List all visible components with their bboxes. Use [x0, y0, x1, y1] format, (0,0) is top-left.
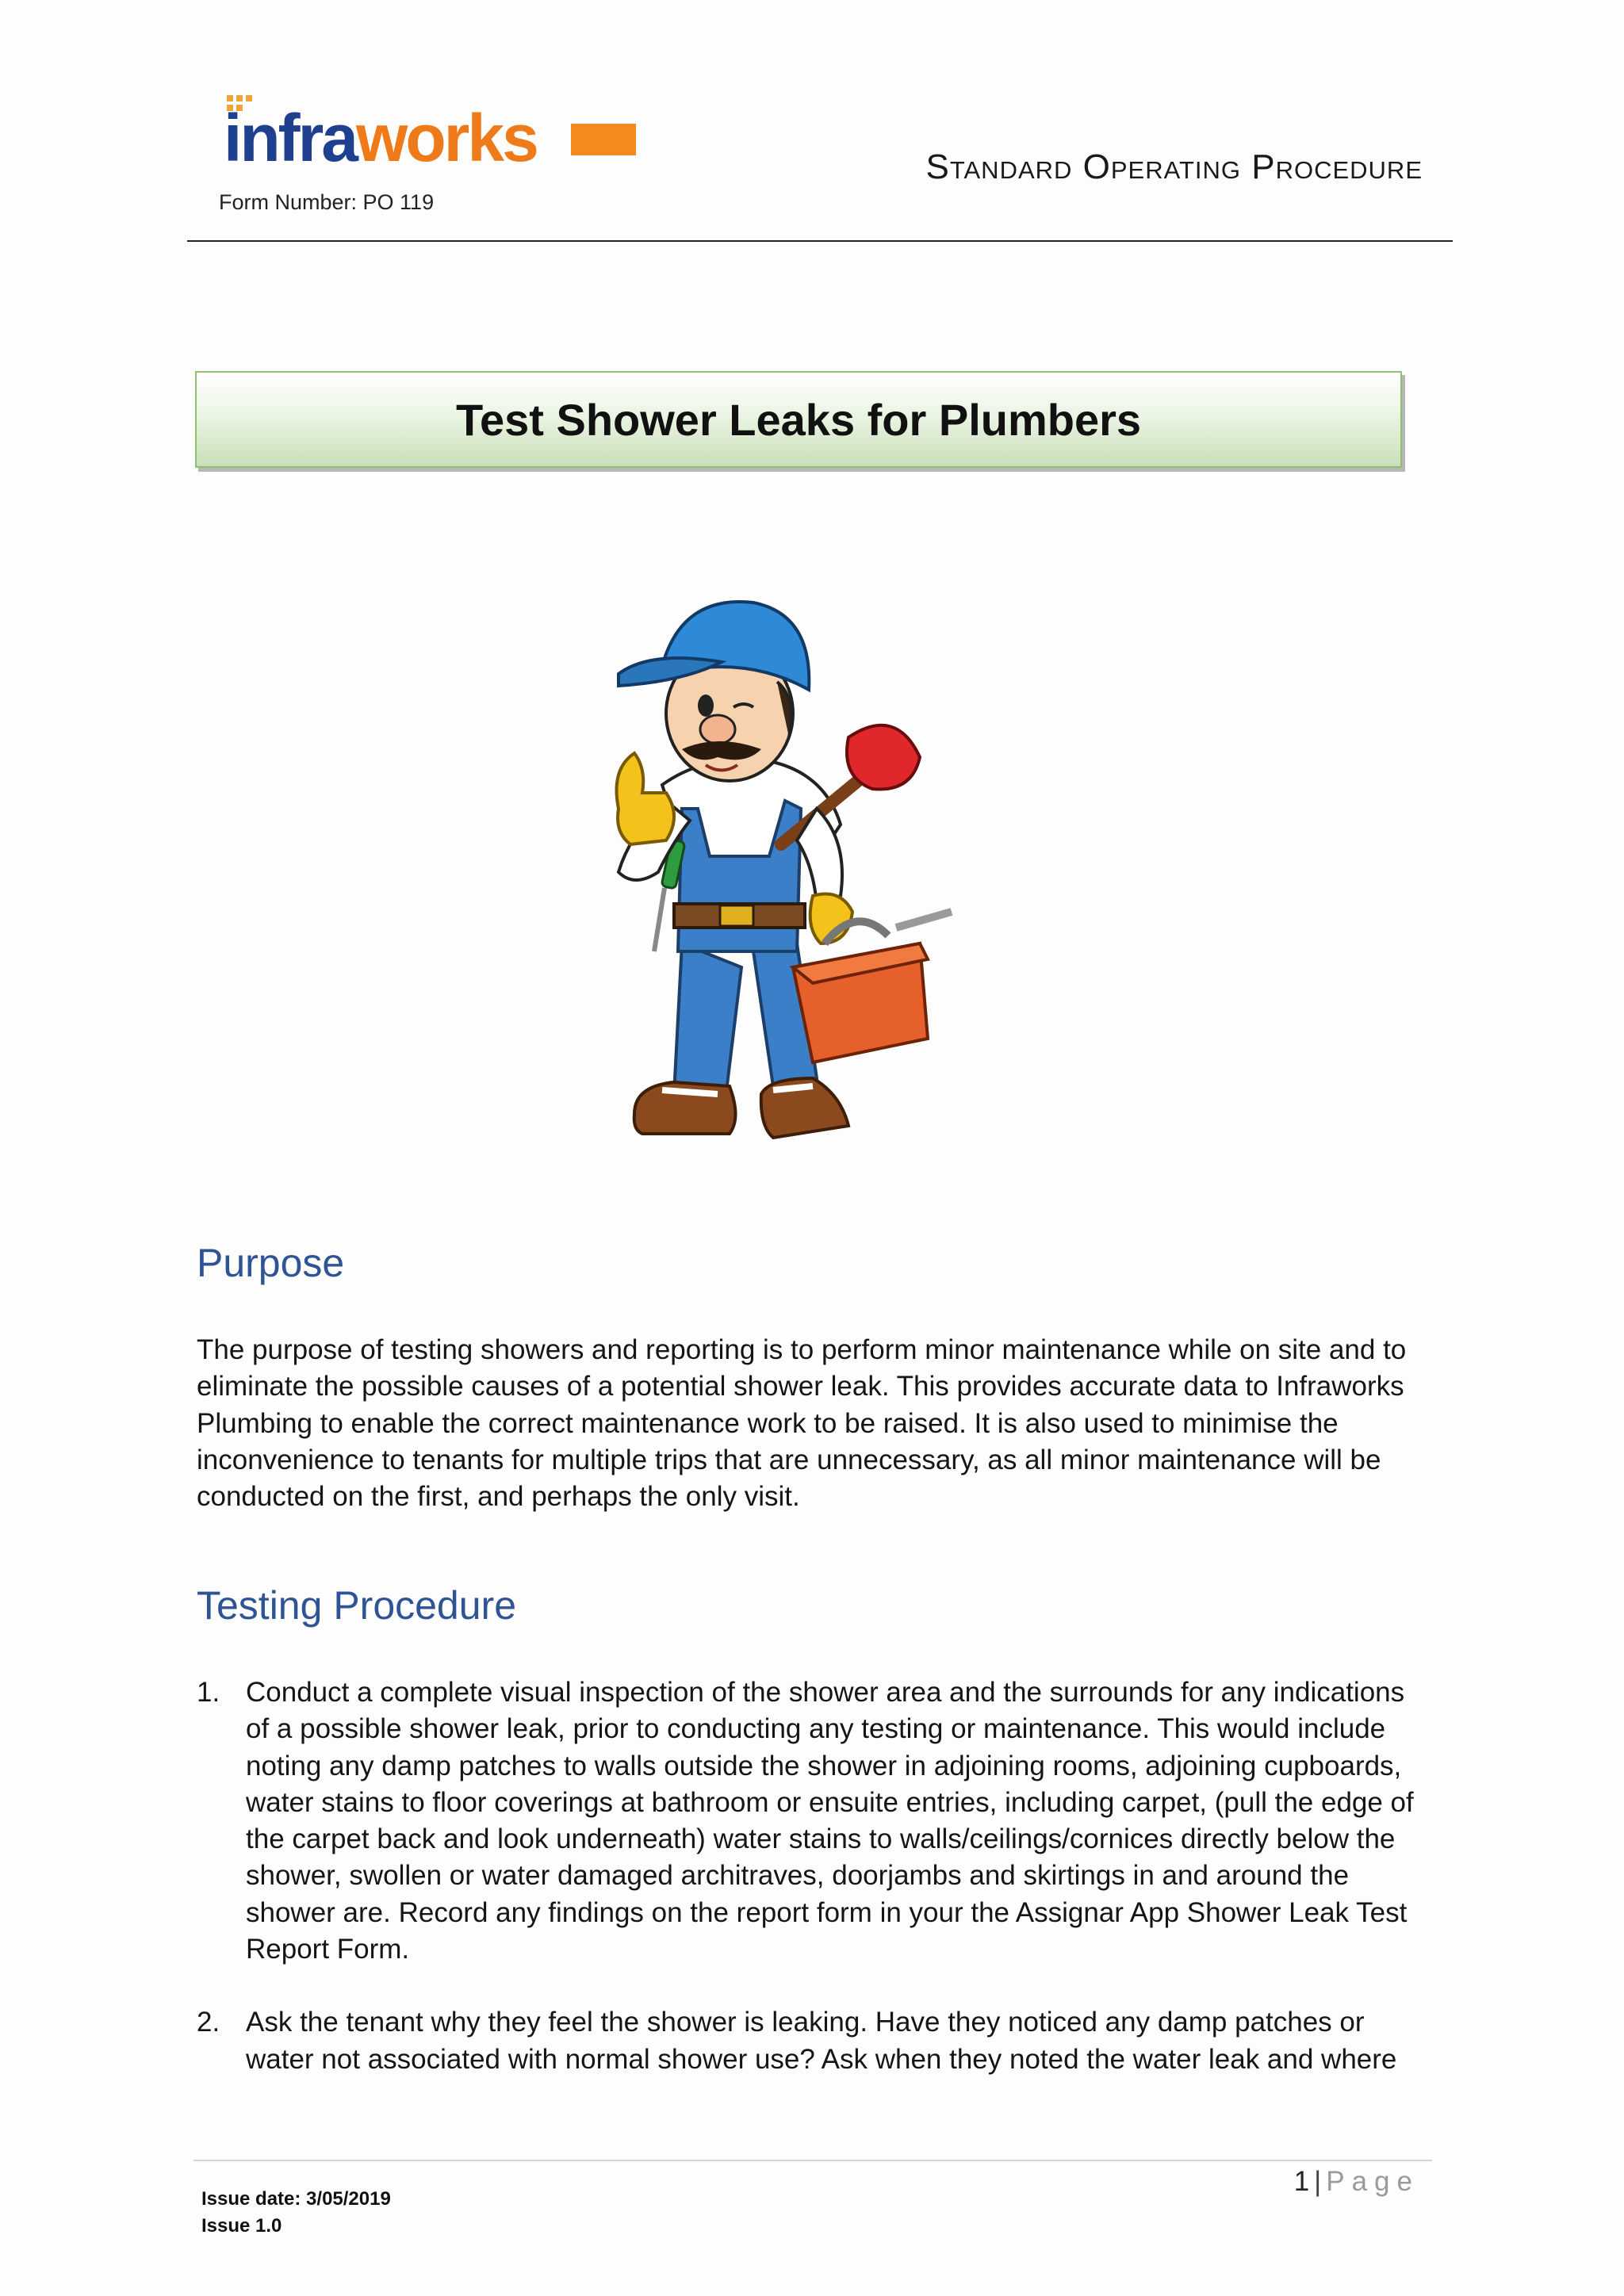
- list-item: [197, 2004, 1434, 2078]
- step-text: Ask the tenant why they feel the shower is leaking. Have they noticed any damp patches or water not associated with normal shower use? Ask when they noted the water leak and where: [246, 2007, 1397, 2075]
- infraworks-logo: [224, 94, 644, 181]
- logo-orange-bar: [571, 124, 636, 155]
- step-number: 2.: [197, 2007, 220, 2038]
- form-number: Form Number: PO 119: [219, 190, 435, 214]
- step-text: Conduct a complete visual inspection of the shower area and the surrounds for any indications of a possible shower leak, prior to conducting any testing or maintenance. This would include noting any damp patches to walls outside the shower in adjoining rooms, adjoining cupboards, water stains to floor coverings at bathroom or ensuite entries, including carpet, (pull the edge of the carpet back and look underneath) water stains to walls/ceilings/cornices directly below the shower, swollen or water damaged architraves, doorjambs and skirtings in and around the shower are. Record any findings on the report form in your the Assignar App Shower Leak Test Report Form.: [246, 1677, 1414, 1965]
- procedure-steps-list: [197, 1674, 1434, 2114]
- header-divider: [187, 240, 1453, 242]
- issue-version: Issue 1.0: [201, 2215, 282, 2237]
- testing-procedure-heading: Testing Procedure: [197, 1583, 517, 1628]
- page-number: 1 | Page: [1293, 2166, 1419, 2197]
- issue-date: Issue date: 3/05/2019: [201, 2188, 391, 2210]
- title-box: [195, 371, 1402, 468]
- step-number: 1.: [197, 1677, 220, 1708]
- footer-divider: [193, 2160, 1432, 2161]
- plumber-illustration-icon: [587, 571, 983, 1173]
- list-item: [197, 1674, 1434, 1968]
- document-title: Test Shower Leaks for Plumbers: [455, 394, 1142, 445]
- document-type: Standard Operating Procedure: [925, 147, 1423, 186]
- purpose-paragraph: The purpose of testing showers and reporting is to perform minor maintenance while on site and to eliminate the possible causes of a potential shower leak. This provides accurate data to Infraworks Plumbing to enable the correct maintenance work to be raised. It is also used to minimise the inconvenience to tenants for multiple trips that are unnecessary, as all minor maintenance will be conducted on the first, and perhaps the only visit.: [197, 1334, 1407, 1513]
- purpose-heading: Purpose: [197, 1241, 345, 1285]
- logo-wordmark: infraworks: [224, 101, 537, 175]
